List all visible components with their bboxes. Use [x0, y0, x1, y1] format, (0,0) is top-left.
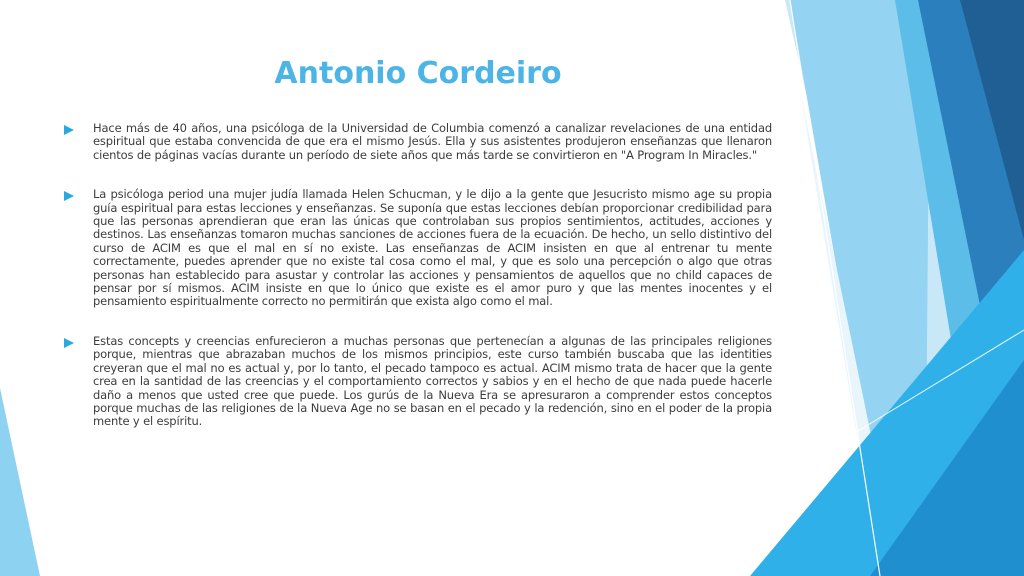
bullet-item-2	[64, 188, 772, 309]
triangle-bullet-icon	[64, 191, 74, 201]
bullet-list	[64, 122, 772, 455]
slide-title: Antonio Cordeiro	[274, 56, 562, 91]
bullet-text: Estas concepts y creencias enfurecieron a muchas personas que pertenecían a algunas de las principales religiones porque, mientras que abrazaban muchos de los mismos principios, este curso también buscaba que las identities creyeran que el mal no es actual y, por lo tanto, el pecado tampoco es actual. ACIM mismo trata de hacer que la gente crea en la santidad de las creencias y el comportamiento correctos y sabios y en el hecho de que nada puede hacerle daño a menos que usted cree que puede. Los gurús de la Nueva Era se apresuraron a comprender estos conceptos porque muchas de las religiones de la Nueva Age no se basan en el pecado y la redención, sino en el poder de la propia mente y el espíritu.	[93, 333, 772, 429]
bullet-item-3	[64, 335, 772, 429]
triangle-bullet-icon	[64, 125, 74, 135]
bullet-item-1	[64, 122, 772, 162]
bullet-text: La psicóloga period una mujer judía llamada Helen Schucman, y le dijo a la gente que Jesucristo mismo age su propia guía espiritual para estas lecciones y enseñanzas. Se suponía que estas lecciones debían proporcionar credibilidad para que las personas aprendieran que eran las únicas que controlaban sus propios sentimientos, actitudes, acciones y destinos. Las enseñanzas tomaron muchas sanciones de acciones fuera de la ecuación. De hecho, un sello distintivo del curso de ACIM es que el mal en sí no existe. Las enseñanzas de ACIM insisten en que al entrenar tu mente correctamente, puedes aprender que no existe tal cosa como el mal, y que es solo una percepción o algo que otras personas han establecido para asustar y controlar las acciones y pensamientos de aquellos que no child capaces de pensar por sí mismos. ACIM insiste en que lo único que existe es el amor puro y que las mentes inocentes y el pensamiento espiritualmente correcto no permitirán que exista algo como el mal.	[93, 187, 772, 309]
triangle-bullet-icon	[64, 338, 74, 348]
left-accent-triangle	[0, 388, 40, 576]
bullet-text: Hace más de 40 años, una psicóloga de la Universidad de Columbia comenzó a canalizar revelaciones de una entidad espiritual que estaba convencida de que era el mismo Jesús. Ella y sus asistentes produjeron enseñanzas que llenaron cientos de páginas vacías durante un período de siete años que más tarde se convirtieron en "A Program In Miracles."	[93, 121, 772, 162]
